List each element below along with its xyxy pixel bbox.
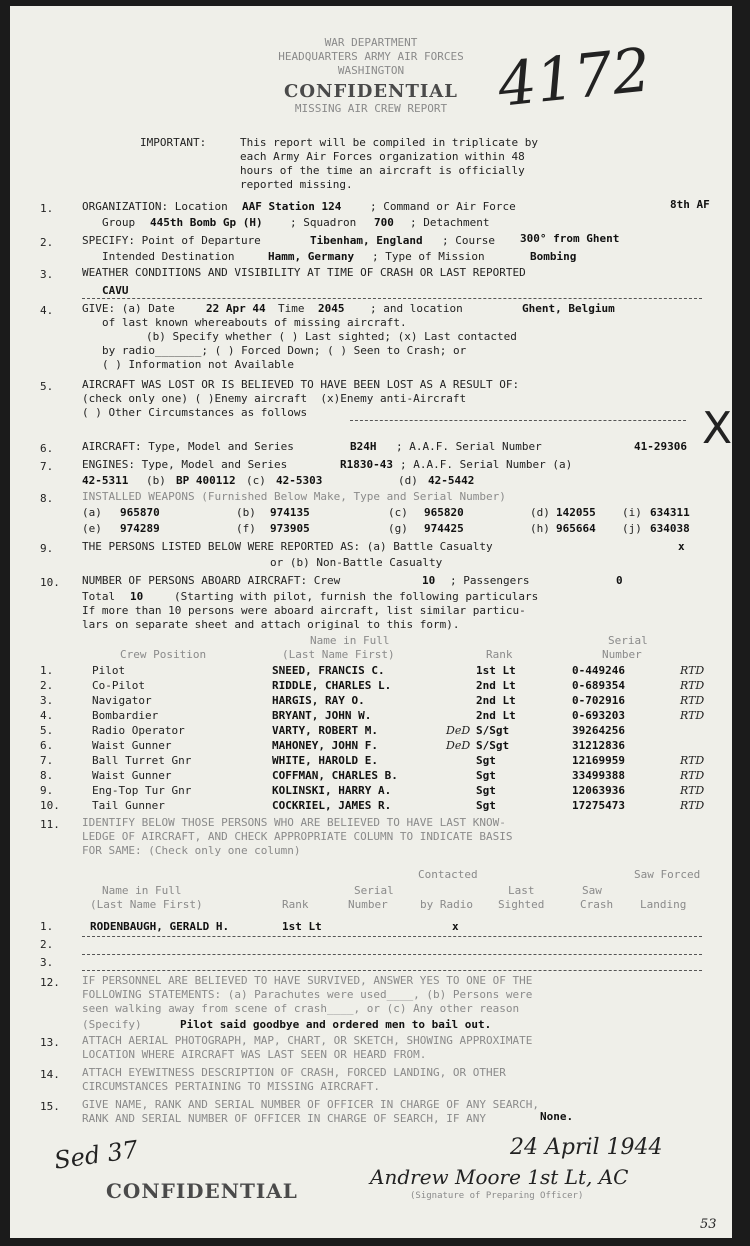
handwritten-initials: Sed 37 [52, 1135, 140, 1175]
witness-row: 3. [40, 956, 54, 969]
weather-label: WEATHER CONDITIONS AND VISIBILITY AT TIME OF CRASH OR LAST REPORTED [82, 266, 526, 279]
weapon-f: 973905 [270, 522, 310, 535]
confidential-stamp: CONFIDENTIAL [106, 1179, 298, 1203]
divider [82, 298, 702, 299]
aircraft-serial: 41-29306 [634, 440, 687, 453]
organization-label: ORGANIZATION: Location [82, 200, 228, 213]
item-11-line-1: IDENTIFY BELOW THOSE PERSONS WHO ARE BELIEVED TO HAVE LAST KNOW- [82, 816, 506, 829]
aircraft-type: B24H [350, 440, 377, 453]
item-4-line-4: by radio_______; ( ) Forced Down; ( ) Seen to Crash; or [102, 344, 467, 357]
important-line-2: each Army Air Forces organization within 48 [240, 150, 525, 163]
mission-label: ; Type of Mission [372, 250, 485, 263]
saw-forced-header-top: Saw Forced [634, 868, 701, 881]
item-12-line-2: FOLLOWING STATEMENTS: (a) Parachutes were used____, (b) Persons were [82, 988, 533, 1001]
crew-row: 3. Navigator HARGIS, RAY O. 2nd Lt 0-702916 RTD [40, 694, 705, 707]
engine-c: 42-5303 [276, 474, 323, 487]
crew-header-serial-top: Serial [608, 634, 648, 647]
item-15-line-1: GIVE NAME, RANK AND SERIAL NUMBER OF OFFICER IN CHARGE OF ANY SEARCH, [82, 1098, 539, 1111]
item-10-number: 10. [40, 576, 60, 589]
weather-value: CAVU [102, 284, 129, 297]
item-15-line-2: RANK AND SERIAL NUMBER OF OFFICER IN CHARGE OF SEARCH, IF ANY [82, 1112, 486, 1125]
item-14-line-2: CIRCUMSTANCES PERTAINING TO MISSING AIRCRAFT. [82, 1080, 381, 1093]
item-12-line-1: IF PERSONNEL ARE BELIEVED TO HAVE SURVIVED, ANSWER YES TO ONE OF THE [82, 974, 533, 987]
item-11-line-3: FOR SAME: (Check only one column) [82, 844, 301, 857]
weapon-e: 974289 [120, 522, 160, 535]
date-value: 22 Apr 44 [206, 302, 266, 315]
item-13-line-2: LOCATION WHERE AIRCRAFT WAS LAST SEEN OR HEARD FROM. [82, 1048, 427, 1061]
item-10-line-3: If more than 10 persons were aboard aircraft, list similar particu- [82, 604, 526, 617]
divider [82, 970, 702, 971]
important-label: IMPORTANT: [140, 136, 207, 149]
weapons-label: INSTALLED WEAPONS (Furnished Below Make, Type and Serial Number) [82, 490, 506, 503]
crew-row: 1. Pilot SNEED, FRANCIS C. 1st Lt 0-449246 RTD [40, 664, 705, 677]
page-number: 53 [700, 1217, 717, 1232]
handwritten-report-number: 4172 [494, 35, 654, 121]
crew-row: 5. Radio Operator VARTY, ROBERT M. S/Sgt 39264256 DeD [40, 724, 625, 737]
crew-header-rank: Rank [486, 648, 513, 661]
item-9-number: 9. [40, 542, 54, 555]
weapon-g: 974425 [424, 522, 464, 535]
casualty-label: THE PERSONS LISTED BELOW WERE REPORTED AS: (a) Battle Casualty [82, 540, 493, 553]
engine-d-label: (d) [398, 474, 418, 487]
location-label: ; and location [370, 302, 463, 315]
date-label: GIVE: (a) Date [82, 302, 175, 315]
signature-caption: (Signature of Preparing Officer) [410, 1191, 584, 1201]
item-4-line-3: (b) Specify whether ( ) Last sighted; (x) Last contacted [146, 330, 517, 343]
location-value: Ghent, Belgium [522, 302, 615, 315]
squadron-label: ; Squadron [290, 216, 357, 229]
department-header: WAR DEPARTMENT [324, 36, 418, 49]
engine-a: 42-5311 [82, 474, 129, 487]
engine-b: BP 400112 [176, 474, 236, 487]
item-11-line-2: LEDGE OF AIRCRAFT, AND CHECK APPROPRIATE COLUMN TO INDICATE BASIS [82, 830, 513, 843]
report-title: MISSING AIR CREW REPORT [294, 102, 448, 115]
weapon-j: 634038 [650, 522, 690, 535]
weapon-b: 974135 [270, 506, 310, 519]
divider [350, 420, 686, 421]
item-15-number: 15. [40, 1100, 60, 1113]
battle-casualty-mark: x [678, 540, 685, 553]
crew-row: 4. Bombardier BRYANT, JOHN W. 2nd Lt 0-693203 RTD [40, 709, 705, 722]
group-label: Group [102, 216, 136, 229]
hq-header: HEADQUARTERS ARMY AIR FORCES [278, 50, 464, 63]
crew-header-name-bottom: (Last Name First) [282, 648, 395, 661]
engine-c-label: (c) [246, 474, 266, 487]
important-line-3: hours of the time an aircraft is officially [240, 164, 525, 177]
engine-d: 42-5442 [428, 474, 475, 487]
saw-crash-header-top: Saw [582, 884, 602, 897]
item-14-number: 14. [40, 1068, 60, 1081]
important-line-4: reported missing. [240, 178, 353, 191]
item-12-line-3: seen walking away from scene of crash____, or (c) Any other reason [82, 1002, 520, 1015]
item-10-line-2: (Starting with pilot, furnish the following particulars [174, 590, 539, 603]
crew-row: 6. Waist Gunner MAHONEY, JOHN F. S/Sgt 31212836 DeD [40, 739, 625, 752]
item-10-line-4: lars on separate sheet and attach original to this form). [82, 618, 460, 631]
organization-location: AAF Station 124 [242, 200, 342, 213]
engines-label: ENGINES: Type, Model and Series [82, 458, 288, 471]
course-label: ; Course [442, 234, 495, 247]
last-sighted-header-top: Last [508, 884, 535, 897]
command-value: 8th AF [670, 198, 710, 211]
last-sighted-header-bottom: Sighted [498, 898, 545, 911]
weapon-c: 965820 [424, 506, 464, 519]
aircraft-label: AIRCRAFT: Type, Model and Series [82, 440, 294, 453]
officer-signature: Andrew Moore 1st Lt, AC [370, 1165, 629, 1189]
item-6-number: 6. [40, 442, 54, 455]
crew-row: 2. Co-Pilot RIDDLE, CHARLES L. 2nd Lt 0-689354 RTD [40, 679, 705, 692]
witness-rank-header: Rank [282, 898, 309, 911]
weapon-a: 965870 [120, 506, 160, 519]
squadron-value: 700 [374, 216, 394, 229]
witness-name-header-top: Name in Full [102, 884, 182, 897]
item-1-number: 1. [40, 202, 54, 215]
crew-row: 9. Eng-Top Tur Gnr KOLINSKI, HARRY A. Sgt 12063936 RTD [40, 784, 705, 797]
detachment-label: ; Detachment [410, 216, 490, 229]
weapon-h: 965664 [556, 522, 596, 535]
witness-row: 1. RODENBAUGH, GERALD H. 1st Lt x [40, 920, 459, 933]
time-label: Time [278, 302, 305, 315]
total-count: 10 [130, 590, 144, 603]
destination-label: Intended Destination [102, 250, 235, 263]
item-14-line-1: ATTACH EYEWITNESS DESCRIPTION OF CRASH, FORCED LANDING, OR OTHER [82, 1066, 506, 1079]
witness-serial-header-top: Serial [354, 884, 394, 897]
crew-row: 10. Tail Gunner COCKRIEL, JAMES R. Sgt 17275473 RTD [40, 799, 705, 812]
item-5-line-2: (check only one) ( )Enemy aircraft (x)Enemy anti-Aircraft [82, 392, 467, 405]
weapon-d: 142055 [556, 506, 596, 519]
engine-b-label: (b) [146, 474, 166, 487]
item-4-number: 4. [40, 304, 54, 317]
group-value: 445th Bomb Gp (H) [150, 216, 263, 229]
destination-value: Hamm, Germany [268, 250, 355, 263]
divider [82, 954, 702, 955]
crew-count-label: NUMBER OF PERSONS ABOARD AIRCRAFT: Crew [82, 574, 341, 587]
divider [82, 936, 702, 937]
command-label: ; Command or Air Force [370, 200, 516, 213]
course-value: 300° from Ghent [520, 232, 620, 245]
departure-value: Tibenham, England [310, 234, 423, 247]
engines-type: R1830-43 [340, 458, 393, 471]
item-2-number: 2. [40, 236, 54, 249]
item-15-answer: None. [540, 1110, 574, 1123]
crew-count: 10 [422, 574, 436, 587]
departure-label: SPECIFY: Point of Departure [82, 234, 261, 247]
passengers-label: ; Passengers [450, 574, 530, 587]
saw-crash-header-bottom: Crash [580, 898, 614, 911]
important-line-1: This report will be compiled in triplicate by [240, 136, 539, 149]
total-label: Total [82, 590, 116, 603]
weapon-i: 634311 [650, 506, 690, 519]
crew-header-name-top: Name in Full [310, 634, 390, 647]
aircraft-serial-label: ; A.A.F. Serial Number [396, 440, 542, 453]
contacted-header: Contacted [418, 868, 478, 881]
non-battle-label: or (b) Non-Battle Casualty [270, 556, 443, 569]
item-12-specify-label: (Specify) [82, 1018, 142, 1031]
classification-stamp: CONFIDENTIAL [284, 81, 458, 102]
crew-header-position: Crew Position [120, 648, 207, 661]
item-13-number: 13. [40, 1036, 60, 1049]
item-8-number: 8. [40, 492, 54, 505]
item-5-line-3: ( ) Other Circumstances as follows [82, 406, 308, 419]
item-4-line-2: of last known whereabouts of missing aircraft. [102, 316, 407, 329]
mission-value: Bombing [530, 250, 577, 263]
witness-name-header-bottom: (Last Name First) [90, 898, 203, 911]
witness-row: 2. [40, 938, 54, 951]
item-4-line-5: ( ) Information not Available [102, 358, 295, 371]
handwritten-date: 24 April 1944 [510, 1135, 663, 1160]
city-header: WASHINGTON [337, 64, 405, 77]
crew-row: 8. Waist Gunner COFFMAN, CHARLES B. Sgt 33499388 RTD [40, 769, 705, 782]
item-11-number: 11. [40, 818, 60, 831]
witness-serial-header-bottom: Number [348, 898, 388, 911]
time-value: 2045 [318, 302, 345, 315]
handwritten-x-mark: X [702, 403, 732, 454]
passengers-count: 0 [616, 574, 623, 587]
item-5-line-1: AIRCRAFT WAS LOST OR IS BELIEVED TO HAVE BEEN LOST AS A RESULT OF: [82, 378, 520, 391]
item-12-number: 12. [40, 976, 60, 989]
document-page: WAR DEPARTMENT HEADQUARTERS ARMY AIR FORCES WASHINGTON CONFIDENTIAL MISSING AIR CREW REPORT 4172 IMPORTANT: This report will be compiled in triplicate by each Army Air Forces organization within 48 hours of the time an aircraft is officially reported missing. 1. ORGANIZATION: Location AAF Station 124 ; Command or Air Force 8th AF Group 445th Bomb Gp (H) ; Squadron 700 ; Detachment 2. SPECIFY: Point of Departure Tibenham, England ; Course 300° from Ghent Intended Destination Hamm, Germany ; Type of Mission Bombing 3. WEATHER CONDITIONS AND VISIBILITY AT TIME OF CRASH OR LAST REPORTED CAVU 4. GIVE: (a) Date 22 Apr 44 Time 2045 ; and location Ghent, Belgium of last known whereabouts of missing aircraft. (b) Specify whether ( ) Last sighted; (x) Last contacted by radio_______; ( ) Forced Down; ( ) Seen to Crash; or ( ) Information not Available 5. AIRCRAFT WAS LOST OR IS BELIEVED TO HAVE BEEN LOST AS A RESULT OF: (check only one) ( )Enemy aircraft (x)Enemy anti-Aircraft ( ) Other Circumstances as follows 6. AIRCRAFT: Type, Model and Series B24H ; A.A.F. Serial Number 41-29306 7. ENGINES: Type, Model and Series R1830-43 ; A.A.F. Serial Number (a) 42-5311 (b) BP 400112 (c) 42-5303 (d) 42-5442 8. INSTALLED WEAPONS (Furnished Below Make, Type and Serial Number) (a) 965870 (b) 974135 (c) 965820 (d) 142055 (i) 634311 (e) 974289 (f) 973905 (g) 974425 (h) 965664 (j) 634038 9. THE PERSONS LISTED BELOW WERE REPORTED AS: (a) Battle Casualty x or (b) Non-Battle Casualty 10. NUMBER OF PERSONS ABOARD AIRCRAFT: Crew 10 ; Passengers 0 Total 10 (Starting with pilot, furnish the following particulars If more than 10 persons were aboard aircraft, list similar particu- lars on separate sheet and attach original to this form). Name in Full Serial Crew Position (Last Name First) Rank Number 1. Pilot SNEED, FRANCIS C. 1st Lt 0-449246 RTD 2. Co-Pilot RIDDLE, CHARLES L. 2nd Lt 0-689354 RTD 3. Navigator HARGIS, RAY O. 2nd Lt 0-702916 RTD 4. Bombardier BRYANT, JOHN W. 2nd Lt 0-693203 RTD 5. Radio Operator VARTY, ROBERT M. S/Sgt 39264256 DeD 6. Waist Gunner MAHONEY, JOHN F. S/Sgt 31212836 DeD 7. Ball Turret Gnr WHITE, HAROLD E. Sgt 12169959 RTD 8. Waist Gunner COFFMAN, CHARLES B. Sgt 33499388 RTD 9. Eng-Top Tur Gnr KOLINSKI, HARRY A. Sgt 12063936 RTD 10. Tail Gunner COCKRIEL, JAMES R. Sgt 17275473 RTD 11. IDENTIFY BELOW THOSE PERSONS WHO ARE BELIEVED TO HAVE LAST KNOW- LEDGE OF AIRCRAFT, AND CHECK APPROPRIATE COLUMN TO INDICATE BASIS FOR SAME: (Check only one column) Contacted Saw Forced Name in Full Serial Last Saw (Last Name First) Rank Number by Radio Sighted Crash Landing 1. RODENBAUGH, GERALD H. 1st Lt x 2. 3. 12. IF PERSONNEL ARE BELIEVED TO HAVE SURVIVED, ANSWER YES TO ONE OF THE FOLLOWING STATEMENTS: (a) Parachutes were used____, (b) Persons were seen walking away from scene of crash____, or (c) Any other reason (Specify) Pilot said goodbye and ordered men to bail out. 13. ATTACH AERIAL PHOTOGRAPH, MAP, CHART, OR SKETCH, SHOWING APPROXIMATE LOCATION WHERE AIRCRAFT WAS LAST SEEN OR HEARD FROM. 14. ATTACH EYEWITNESS DESCRIPTION OF CRASH, FORCED LANDING, OR OTHER CIRCUMSTANCES PERTAINING TO MISSING AIRCRAFT. 15. GIVE NAME, RANK AND SERIAL NUMBER OF OFFICER IN CHARGE OF ANY SEARCH, RANK AND SERIAL NUMBER OF OFFICER IN CHARGE OF SEARCH, IF ANY None. 24 April 1944 Andrew Moore 1st Lt, AC (Signature of Preparing Officer) Sed 37 CONFIDENTIAL 53 X [10, 6, 732, 1238]
engines-serial-label: ; A.A.F. Serial Number (a) [400, 458, 573, 471]
item-5-number: 5. [40, 380, 54, 393]
crew-row: 7. Ball Turret Gnr WHITE, HAROLD E. Sgt 12169959 RTD [40, 754, 705, 767]
radio-header: by Radio [420, 898, 473, 911]
saw-forced-header-bottom: Landing [640, 898, 687, 911]
item-12-answer: Pilot said goodbye and ordered men to bail out. [180, 1018, 492, 1031]
item-7-number: 7. [40, 460, 54, 473]
item-3-number: 3. [40, 268, 54, 281]
item-13-line-1: ATTACH AERIAL PHOTOGRAPH, MAP, CHART, OR SKETCH, SHOWING APPROXIMATE [82, 1034, 533, 1047]
crew-header-serial-bottom: Number [602, 648, 642, 661]
